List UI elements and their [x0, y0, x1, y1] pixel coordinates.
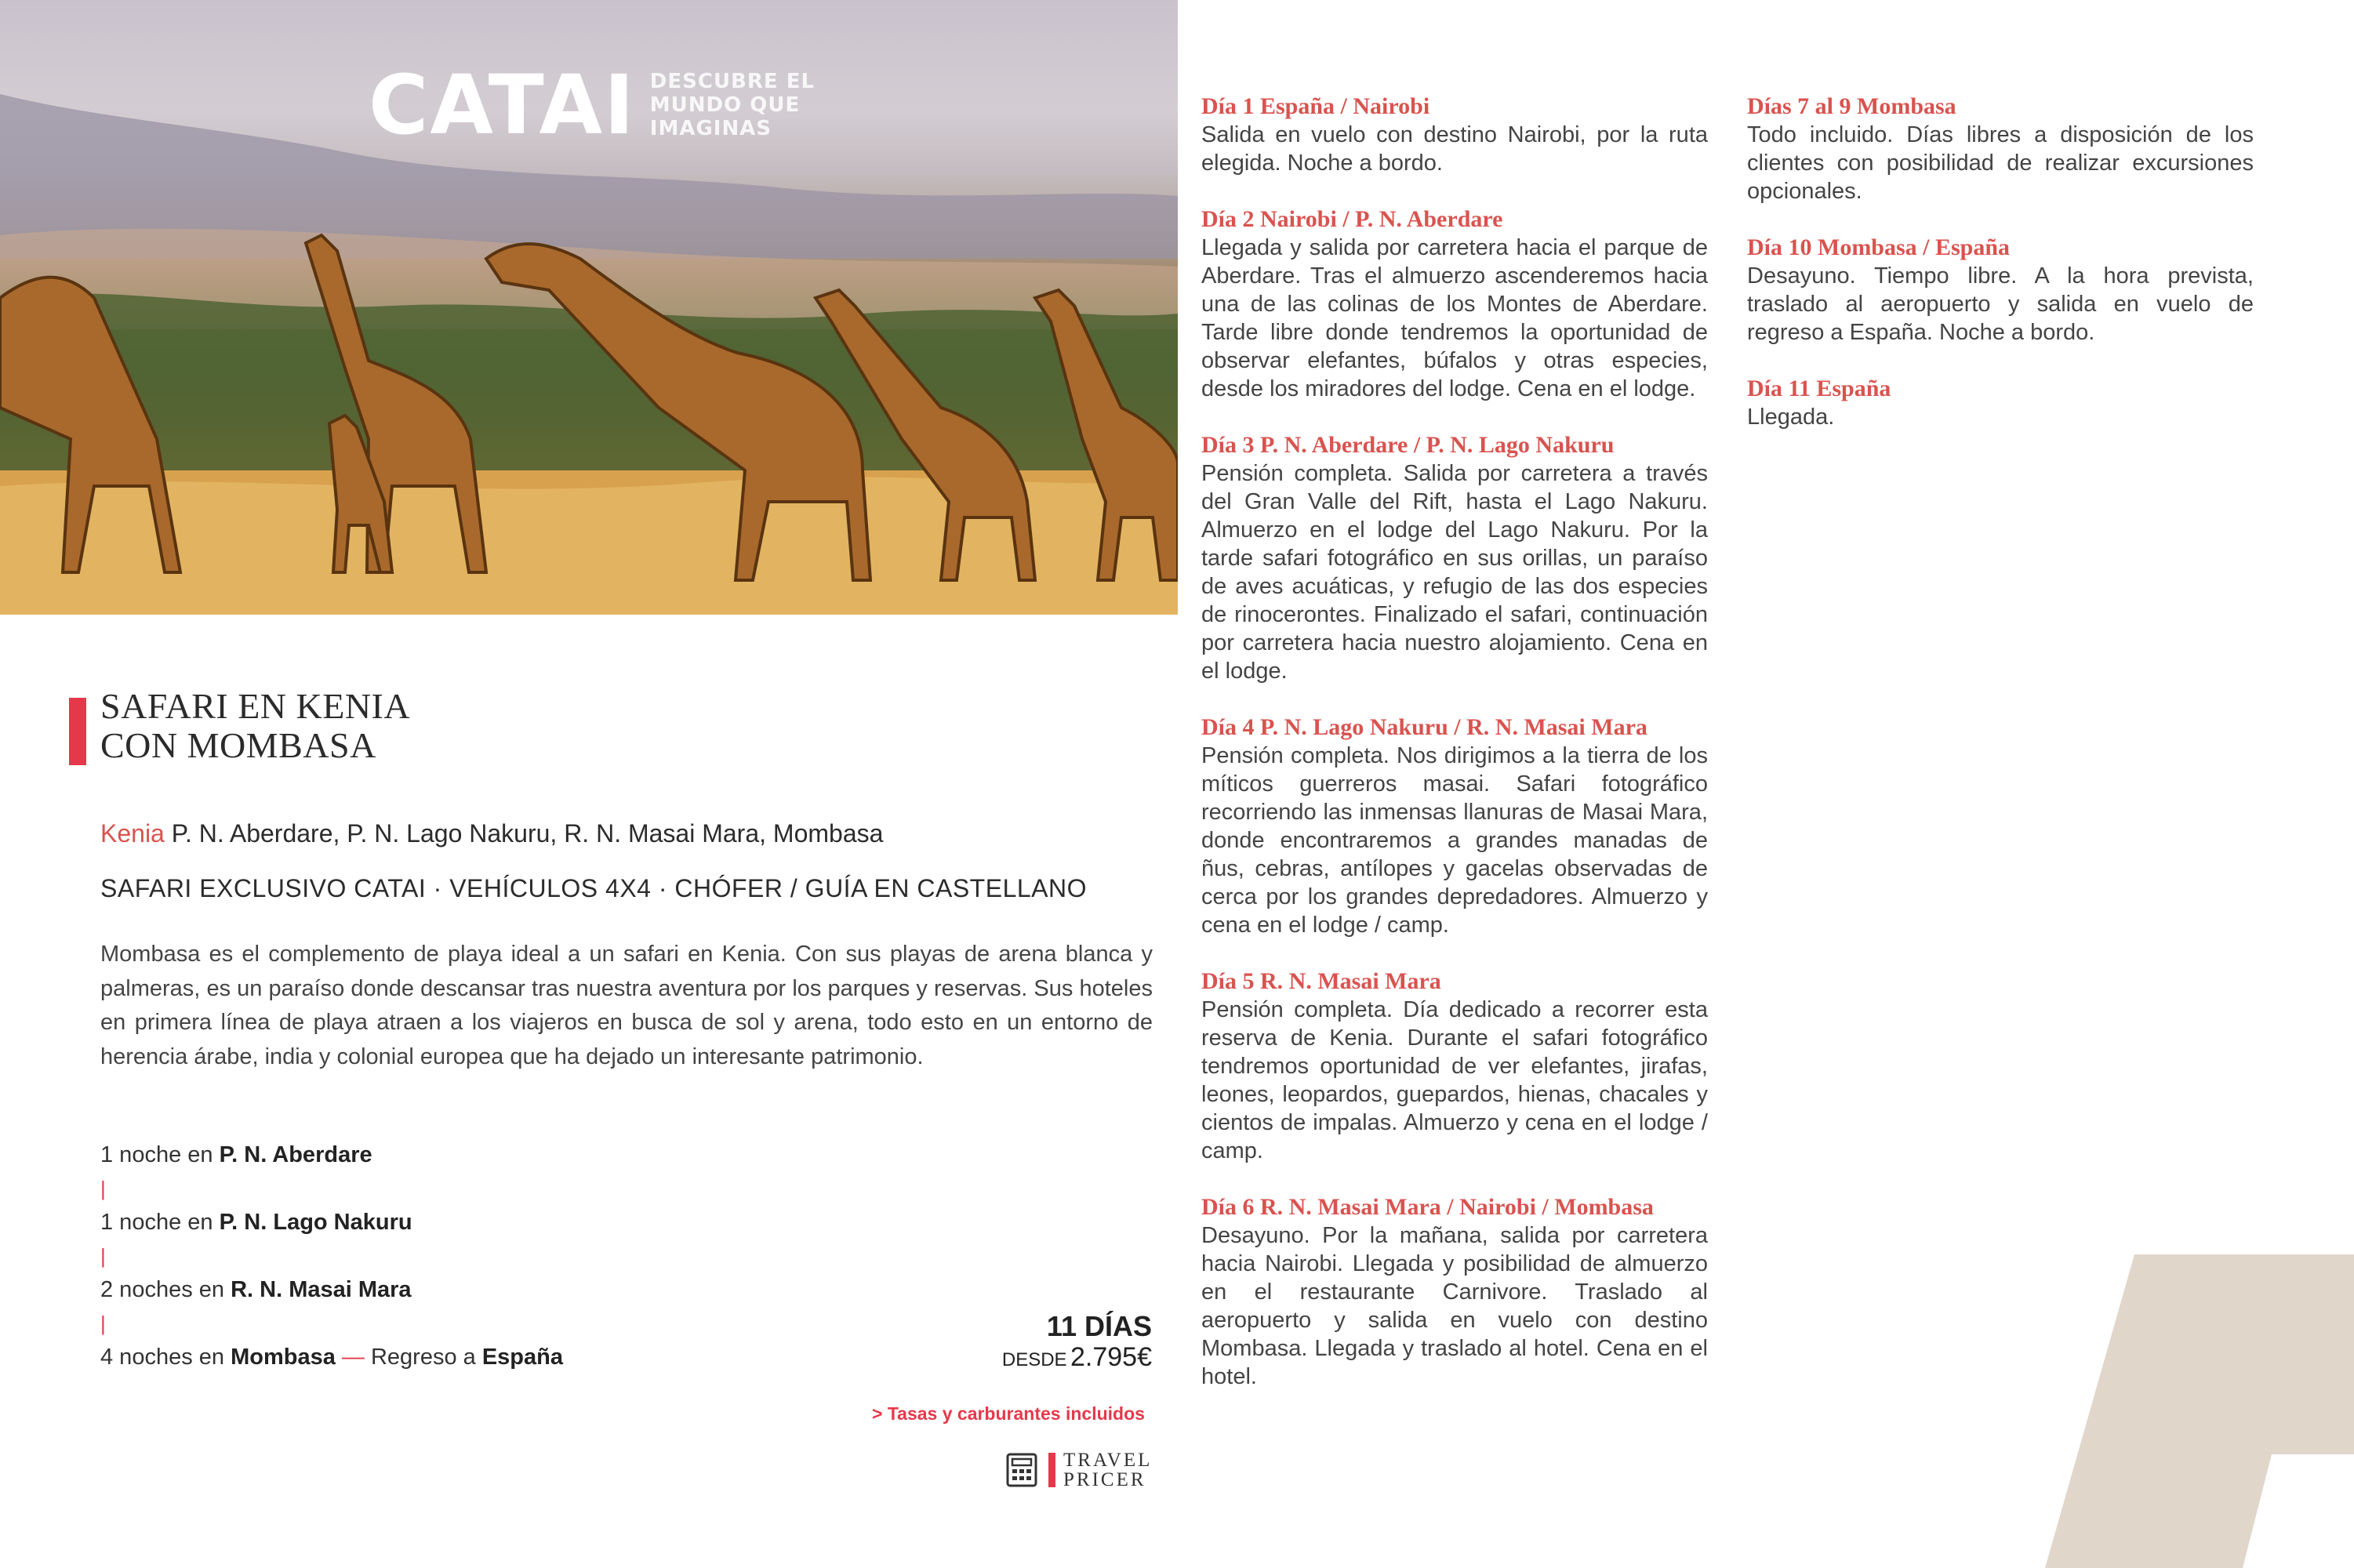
- price-from-label: DESDE: [1001, 1349, 1067, 1370]
- tagline-line: DESCUBRE EL: [649, 70, 816, 93]
- stay-dash: —: [335, 1345, 371, 1370]
- trip-subtitle: SAFARI EXCLUSIVO CATAI · VEHÍCULOS 4X4 · CHÓFER / GUÍA EN CASTELLANO: [100, 874, 1087, 902]
- day-title: Día 4 P. N. Lago Nakuru / R. N. Masai Mara: [1201, 714, 1647, 740]
- brand-name: CATAI: [369, 57, 636, 153]
- stay-place: R. N. Masai Mara: [231, 1277, 412, 1302]
- country-label: Kenia: [100, 819, 165, 848]
- stay-separator: |: [100, 1312, 106, 1335]
- stay-place: Mombasa: [231, 1345, 336, 1370]
- day-description: Desayuno. Tiempo libre. A la hora prevista, traslado al aeropuerto y salida en vuelo de regreso a España. Noche a bordo.: [1747, 263, 2254, 345]
- return-label: Regreso a: [370, 1345, 482, 1370]
- day-title: Día 11 España: [1747, 376, 1891, 401]
- return-place: España: [481, 1345, 563, 1370]
- pricer-line: PRICER: [1063, 1469, 1146, 1490]
- price-amount: 2.795€: [1070, 1342, 1152, 1372]
- pricer-line: TRAVEL: [1063, 1450, 1153, 1471]
- stay-nights: 4 noches en: [100, 1345, 231, 1370]
- stay-nights: 2 noches en: [100, 1277, 231, 1302]
- day-description: Desayuno. Por la mañana, salida por carretera hacia Nairobi. Llegada y posibilidad de almuerzo en el restaurante Carnivore. Traslado al aeropuerto y salida en vuelo con destino Mombasa. Llegada y traslado al hotel. Cena en el hotel.: [1201, 1223, 1708, 1389]
- title-line: CON MOMBASA: [100, 725, 376, 765]
- day-title: Día 1 España / Nairobi: [1201, 93, 1430, 119]
- intro-paragraph: Mombasa es el complemento de playa ideal a un safari en Kenia. Con sus playas de arena blanca y palmeras, es un paraíso donde descansar tras nuestra aventura por los parques y reservas. Sus hoteles en primera línea de playa atraen a los viajeros en busca de sol y arena, todo esto en un entorno de herencia árabe, india y colonial europea que ha dejado un interesante patrimonio.: [100, 942, 1153, 1069]
- day-title: Día 6 R. N. Masai Mara / Nairobi / Mombasa: [1201, 1194, 1654, 1220]
- trip-duration: 11 DÍAS: [1046, 1310, 1152, 1342]
- day-title: Día 3 P. N. Aberdare / P. N. Lago Nakuru: [1201, 432, 1615, 458]
- day-title: Día 5 R. N. Masai Mara: [1201, 968, 1441, 994]
- destinations-list: P. N. Aberdare, P. N. Lago Nakuru, R. N. Masai Mara, Mombasa: [171, 819, 884, 848]
- day-title: Días 7 al 9 Mombasa: [1747, 93, 1956, 119]
- stay-nights: 1 noche en: [100, 1142, 220, 1167]
- day-description: Pensión completa. Nos dirigimos a la tierra de los míticos guerreros masai. Safari fotográfico recorriendo las inmensas llanuras de Masai Mara, donde encontraremos a grandes manadas de ñus, cebras, antílopes y gacelas observadas de cerca por los grandes depredadores. Almuerzo y cena en el lodge / camp.: [1201, 743, 1708, 938]
- day-description: Pensión completa. Salida por carretera a través del Gran Valle del Rift, hasta el Lago Nakuru. Almuerzo en el lodge del Lago Nakuru. Por la tarde safari fotográfico en sus orillas, un paraíso de aves acuáticas, y refugio de las dos especies de rinocerontes. Finalizado el safari, continuación por carretera hacia nuestro alojamiento. Cena en el lodge.: [1201, 461, 1708, 684]
- day-description: Llegada.: [1747, 405, 1835, 430]
- title-line: SAFARI EN KENIA: [100, 686, 411, 726]
- day-title: Día 2 Nairobi / P. N. Aberdare: [1201, 206, 1503, 232]
- stay-nights: 1 noche en: [100, 1210, 220, 1235]
- day-description: Salida en vuelo con destino Nairobi, por la ruta elegida. Noche a bordo.: [1201, 122, 1708, 176]
- stay-separator: |: [100, 1244, 106, 1268]
- day-description: Pensión completa. Día dedicado a recorrer esta reserva de Kenia. Durante el safari fotográfico tendremos oportunidad de ver elefantes, jirafas, leones, leopardos, guepardos, hienas, chacales y cientos de impalas. Almuerzo y cena en el lodge / camp.: [1201, 997, 1708, 1163]
- tagline-line: MUNDO QUE: [649, 93, 801, 117]
- stay-place: P. N. Aberdare: [219, 1142, 372, 1167]
- stay-place: P. N. Lago Nakuru: [219, 1210, 412, 1235]
- stay-separator: |: [100, 1177, 106, 1200]
- taxes-included-link[interactable]: > Tasas y carburantes incluidos: [872, 1403, 1145, 1424]
- day-title: Día 10 Mombasa / España: [1747, 234, 2011, 260]
- tagline-line: IMAGINAS: [649, 117, 772, 140]
- day-description: Todo incluido. Días libres a disposición de los clientes con posibilidad de realizar excursiones opcionales.: [1747, 122, 2254, 204]
- day-description: Llegada y salida por carretera hacia el parque de Aberdare. Tras el almuerzo ascenderemos hacia una de las colinas de los Montes de Aberdare. Tarde libre donde tendremos la oportunidad de observar elefantes, búfalos y otras especies, desde los miradores del lodge. Cena en el lodge.: [1201, 235, 1708, 401]
